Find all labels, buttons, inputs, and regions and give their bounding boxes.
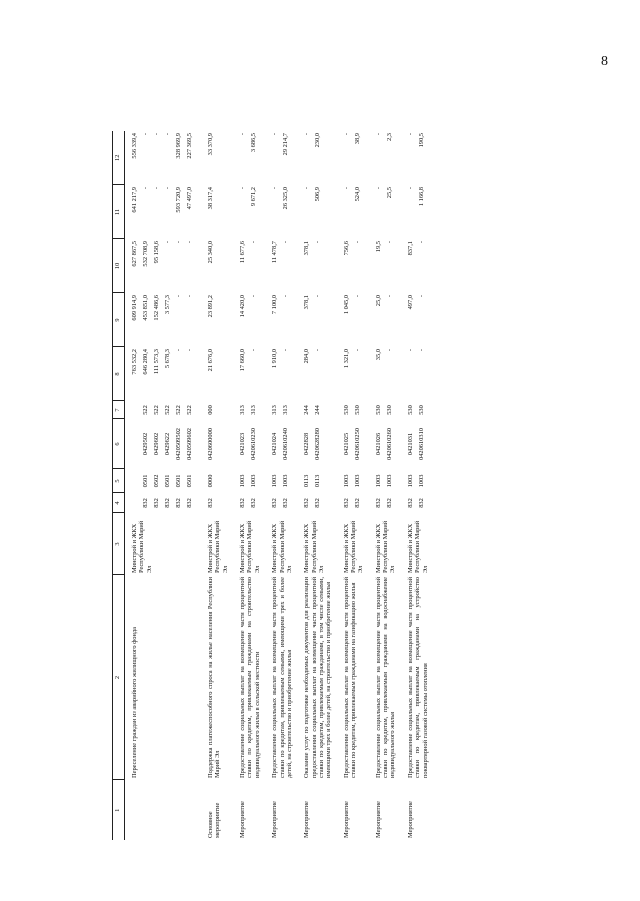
amount-cell [297, 185, 336, 239]
rotated-table-area [112, 60, 532, 840]
amount-cell [125, 239, 202, 293]
row-type-cell: Мероприятие [374, 801, 382, 838]
value-line: - [314, 349, 322, 352]
value-line: - [142, 187, 149, 190]
code-cell [265, 469, 297, 493]
value-line: 378,1 [303, 295, 311, 310]
value-line: 832 [142, 498, 149, 508]
value-line: 1 321,0 [342, 349, 350, 369]
code-cell [401, 419, 433, 469]
value-line: 0429622 [164, 432, 171, 456]
value-line: 609 914,9 [131, 295, 138, 321]
header-cell: 4 [113, 493, 125, 513]
code-cell [297, 469, 336, 493]
amount-cell [369, 347, 401, 401]
value-line: - [239, 133, 247, 136]
table-row [265, 60, 297, 840]
code-cell [265, 493, 297, 513]
value-line: 837,1 [406, 241, 414, 256]
value-line [131, 403, 142, 417]
value-line: 532 708,9 [142, 241, 149, 267]
code-cell [369, 493, 401, 513]
value-line: 832 [282, 498, 290, 508]
value-line: 530 [417, 405, 425, 415]
value-line: - [175, 241, 182, 244]
value-line: 244 [314, 405, 322, 415]
value-line: 646 280,4 [142, 349, 149, 375]
code-cell [125, 493, 202, 513]
amount-cell [337, 131, 369, 185]
value-line: 832 [153, 498, 160, 508]
code-cell [337, 469, 369, 493]
amount-cell [401, 239, 433, 293]
value-line: 0420610240 [282, 428, 290, 460]
header-cell: 2 [113, 575, 125, 780]
code-cell [297, 493, 336, 513]
row-name-cell: Предоставление социальных выплат на возмещение части процентной ставки по кредитам, привлекаемым гражданами на строительство индивидуального жилья в сельской местности [239, 577, 261, 778]
value-line: 227 369,5 [186, 133, 193, 159]
amount-cell [369, 239, 401, 293]
amount-cell [297, 347, 336, 401]
value-line: 111 573,3 [153, 349, 160, 375]
value-line [131, 62, 142, 129]
value-line: - [406, 187, 414, 190]
value-line: 284,0 [303, 349, 311, 364]
value-line: 1003 [385, 474, 393, 488]
amount-cell [233, 347, 265, 401]
value-line: - [186, 349, 193, 352]
row-name-cell: Предоставление социальных выплат на возмещение части процентной ставки по кредитам, привлекаемым гражданами на устройство поквартирной газовой системы отопления [406, 577, 429, 778]
value-line: - [164, 241, 171, 244]
value-line: - [282, 349, 290, 352]
value-line: 832 [175, 498, 182, 508]
value-line: 0429602 [153, 432, 160, 456]
amount-cell [401, 185, 433, 239]
amount-cell: 33 370,9 [207, 133, 214, 156]
value-line: 313 [239, 405, 247, 415]
value-line: 832 [353, 498, 361, 508]
value-line: - [385, 349, 393, 352]
amount-cell: 21 676,0 [207, 349, 214, 372]
amount-cell [369, 131, 401, 185]
value-line: 506,9 [314, 187, 322, 202]
code-cell [233, 419, 265, 469]
value-line: 0422828 [303, 432, 311, 456]
table-row [401, 60, 433, 840]
row-type-cell: Мероприятие [271, 801, 279, 838]
header-cell: 1 [113, 780, 125, 840]
value-line: - [186, 241, 193, 244]
value-line: 17 660,0 [239, 349, 247, 372]
header-cell: 11 [113, 185, 125, 239]
value-line: 763 532,2 [131, 349, 138, 375]
value-line: 832 [374, 498, 382, 508]
row-name-cell: Предоставление социальных выплат на возмещение части процентной ставки по кредитам, привлекаемым гражданами на газификацию жилья [342, 577, 358, 778]
value-line: - [417, 241, 425, 244]
value-line: 1003 [271, 474, 279, 488]
amount-cell [233, 131, 265, 185]
row-type-cell: Мероприятие [239, 801, 247, 838]
value-line: - [142, 133, 149, 136]
amount-cell [125, 347, 202, 401]
row-executor-cell: Минстрой и ЖКХ Республики Марий Эл [207, 520, 229, 573]
value-line: 524,0 [353, 187, 361, 202]
value-line: 0501 [175, 474, 182, 488]
value-line: - [175, 349, 182, 352]
code-cell [125, 469, 202, 493]
code-cell [233, 469, 265, 493]
code-cell: 0000 [207, 474, 214, 488]
page-number: 8 [601, 54, 608, 69]
value-line: 378,1 [303, 241, 311, 256]
amount-cell [125, 185, 202, 239]
value-line: - [282, 295, 290, 298]
value-line [175, 62, 186, 129]
row-type-cell: Мероприятие [342, 801, 350, 838]
value-line: - [271, 133, 279, 136]
value-line: 11 478,7 [271, 241, 279, 264]
amount-cell [233, 293, 265, 347]
code-cell: 832 [207, 498, 214, 508]
row-executor-cell: Минстрой и ЖКХ Республики Марий Эл [303, 520, 325, 573]
value-line: - [417, 295, 425, 298]
row-name-cell: Переселение граждан из аварийного жилищного фонда [131, 626, 138, 778]
value-line: 1003 [250, 474, 258, 488]
value-line: 0420610250 [353, 428, 361, 460]
value-line [142, 62, 153, 129]
row-executor-cell: Минстрой и ЖКХ Республики Марий Эл [374, 520, 397, 573]
amount-cell [265, 239, 297, 293]
code-cell [401, 469, 433, 493]
value-line: - [406, 349, 414, 352]
code-cell [265, 401, 297, 419]
amount-cell [369, 185, 401, 239]
budget-table [112, 60, 433, 840]
code-cell [233, 493, 265, 513]
value-line: 641 217,9 [131, 187, 138, 213]
header-cell: 12 [113, 131, 125, 185]
value-line: 627 867,5 [131, 241, 138, 267]
row-executor-cell: Минстрой и ЖКХ Республики Марий Эл [131, 520, 153, 573]
value-line: 832 [250, 498, 258, 508]
value-line: 1003 [406, 474, 414, 488]
value-line: 190,5 [417, 133, 425, 148]
value-line: 26 325,0 [282, 187, 290, 210]
value-line: 832 [385, 498, 393, 508]
value-line: 0501 [186, 474, 193, 488]
code-cell [369, 419, 401, 469]
value-line: 556 339,4 [131, 133, 138, 159]
value-line: 29 214,7 [282, 133, 290, 156]
value-line: 3 577,3 [164, 295, 171, 315]
value-line: 453 851,0 [142, 295, 149, 321]
value-line: - [153, 187, 160, 190]
value-line: 832 [342, 498, 350, 508]
value-line: 832 [303, 498, 311, 508]
code-cell [337, 493, 369, 513]
header-cell: 8 [113, 347, 125, 401]
value-line: 1003 [342, 474, 350, 488]
amount-cell [265, 347, 297, 401]
value-line: 530 [385, 405, 393, 415]
value-line: 0421031 [406, 432, 414, 456]
code-cell [233, 401, 265, 419]
amount-cell [297, 131, 336, 185]
code-cell: 0420600000 [207, 428, 214, 460]
amount-cell [337, 239, 369, 293]
value-line: 14 420,0 [239, 295, 247, 318]
value-line: 1 045,0 [342, 295, 350, 315]
value-line: 11 677,6 [239, 241, 247, 264]
value-line: 832 [314, 498, 322, 508]
value-line: - [353, 241, 361, 244]
value-line [186, 62, 197, 129]
value-line: 19,5 [374, 241, 382, 253]
row-executor-cell: Минстрой и ЖКХ Республики Марий Эл [406, 520, 429, 573]
value-line: 522 [186, 405, 193, 415]
header-cell: 5 [113, 469, 125, 493]
value-line: - [153, 133, 160, 136]
header-cell: 3 [113, 513, 125, 575]
value-line: 95 158,6 [153, 241, 160, 264]
value-line: 152 486,6 [153, 295, 160, 321]
value-line: - [374, 133, 382, 136]
value-line: 313 [271, 405, 279, 415]
row-name-cell: Поддержка платежеспособного спроса на жилье населения Республики Марий Эл [207, 577, 222, 778]
value-line [131, 495, 142, 511]
value-line: 0502 [153, 474, 160, 488]
value-line: - [385, 241, 393, 244]
value-line: - [186, 295, 193, 298]
value-line: 530 [406, 405, 414, 415]
value-line: - [417, 349, 425, 352]
amount-cell [369, 293, 401, 347]
row-name-cell: Оказание услуг по подготовке необходимых документов для реализации предоставления социальных выплат на возмещение части процентной ставки по кредитам, привлекаемым гражданами, в том числе семьями, имеющими трех и более детей, на строительство и приобретение жилья [303, 577, 333, 778]
value-line: 0113 [303, 474, 311, 488]
value-line: - [353, 349, 361, 352]
value-line: - [374, 187, 382, 190]
amount-cell: 25 340,0 [207, 241, 214, 264]
table-row [369, 60, 401, 840]
value-line [131, 471, 142, 491]
value-line: 38,9 [353, 133, 361, 145]
value-line [153, 62, 164, 129]
value-line: - [250, 295, 258, 298]
amount-cell [337, 293, 369, 347]
value-line: 756,6 [342, 241, 350, 256]
row-name-cell: Предоставление социальных выплат на возмещение части процентной ставки по кредитам, привлекаемым семьями, имеющими трех и более детей, на строительство и приобретение жилья [271, 577, 293, 778]
row-executor-cell: Минстрой и ЖКХ Республики Марий Эл [271, 520, 293, 573]
code-cell [337, 401, 369, 419]
row-type-cell: Основное мероприятие [207, 802, 222, 838]
value-line: 0420610230 [250, 428, 258, 460]
value-line: 522 [164, 405, 171, 415]
value-line: 1 166,8 [417, 187, 425, 207]
value-line: - [239, 187, 247, 190]
value-line: 1003 [239, 474, 247, 488]
value-line: 7 100,0 [271, 295, 279, 315]
value-line: 832 [417, 498, 425, 508]
value-line: 0429502 [142, 432, 149, 456]
value-line: - [342, 133, 350, 136]
header-row [113, 60, 125, 840]
amount-cell [401, 293, 433, 347]
amount-cell [337, 347, 369, 401]
row-executor-cell: Минстрой и ЖКХ Республики Марий Эл [342, 520, 365, 573]
value-line: 244 [303, 405, 311, 415]
code-cell [297, 419, 336, 469]
value-line: - [342, 187, 350, 190]
value-line: - [353, 295, 361, 298]
value-line: 313 [282, 405, 290, 415]
value-line [164, 62, 175, 129]
amount-cell [125, 131, 202, 185]
amount-cell [233, 239, 265, 293]
table-row [233, 60, 265, 840]
header-cell: 6 [113, 419, 125, 469]
value-line: - [271, 187, 279, 190]
value-line: 522 [175, 405, 182, 415]
value-line: 9 671,2 [250, 187, 258, 207]
value-line: 35,0 [374, 349, 382, 361]
value-line: 0420610310 [417, 428, 425, 460]
amount-cell [125, 293, 202, 347]
header-cell: 9 [113, 293, 125, 347]
value-line: 0113 [314, 474, 322, 488]
table-row [337, 60, 369, 840]
value-line: 0421024 [271, 432, 279, 456]
value-line: 2,3 [385, 133, 393, 141]
value-line: 530 [353, 405, 361, 415]
value-line: 0420610260 [385, 428, 393, 460]
amount-cell [401, 131, 433, 185]
value-line: - [250, 241, 258, 244]
value-line: 522 [142, 405, 149, 415]
value-line: 832 [271, 498, 279, 508]
value-line: 1003 [417, 474, 425, 488]
value-line: 230,0 [314, 133, 322, 148]
value-line: - [164, 187, 171, 190]
amount-cell [265, 185, 297, 239]
value-line: 530 [342, 405, 350, 415]
code-cell [125, 401, 202, 419]
value-line: 25,5 [385, 187, 393, 199]
value-line: 47 497,0 [186, 187, 193, 210]
value-line: 0421025 [342, 432, 350, 456]
value-line: 832 [164, 498, 171, 508]
amount-cell [125, 60, 202, 131]
code-cell [401, 493, 433, 513]
value-line: 25,0 [374, 295, 382, 307]
row-type-cell [125, 780, 202, 840]
value-line: 1003 [353, 474, 361, 488]
value-line: 0501 [164, 474, 171, 488]
amount-cell: 38 317,4 [207, 187, 214, 210]
value-line: 530 [374, 405, 382, 415]
value-line: - [314, 241, 322, 244]
value-line: 0501 [142, 474, 149, 488]
value-line: - [282, 241, 290, 244]
value-line: - [314, 295, 322, 298]
header-cell: 7 [113, 401, 125, 419]
value-line: 313 [250, 405, 258, 415]
row-type-cell: Мероприятие [406, 801, 414, 838]
value-line: 832 [186, 498, 193, 508]
table-row [125, 60, 202, 840]
code-cell [297, 401, 336, 419]
amount-cell [297, 293, 336, 347]
value-line: - [303, 133, 311, 136]
code-cell [265, 419, 297, 469]
value-line: 1003 [374, 474, 382, 488]
value-line: 0420509602 [186, 428, 193, 460]
code-cell [369, 401, 401, 419]
value-line: 1 910,0 [271, 349, 279, 369]
value-line: 522 [153, 405, 160, 415]
row-name-cell: Предоставление социальных выплат на возмещение части процентной ставки по кредитам, привлекаемым гражданами на водоснабжение индивидуального жилья [374, 577, 397, 778]
value-line: - [164, 133, 171, 136]
code-cell [369, 469, 401, 493]
code-cell [337, 419, 369, 469]
value-line: - [303, 187, 311, 190]
amount-cell [337, 185, 369, 239]
row-type-cell: Мероприятие [303, 801, 311, 838]
value-line: 0420509502 [175, 428, 182, 460]
row-executor-cell: Минстрой и ЖКХ Республики Марий Эл [239, 520, 261, 573]
value-line: 1003 [282, 474, 290, 488]
amount-cell: 23 891,2 [207, 295, 214, 318]
value-line: - [385, 295, 393, 298]
value-line: 497,0 [406, 295, 414, 310]
amount-cell [401, 347, 433, 401]
value-line: - [250, 349, 258, 352]
value-line: 832 [406, 498, 414, 508]
value-line: 0421023 [239, 432, 247, 456]
header-cell: 10 [113, 239, 125, 293]
code-cell: 000 [207, 405, 214, 415]
amount-cell [297, 239, 336, 293]
value-line: 5 678,3 [164, 349, 171, 369]
value-line: 0421026 [374, 432, 382, 456]
amount-cell [265, 131, 297, 185]
table-row [297, 60, 336, 840]
value-line: - [175, 295, 182, 298]
value-line: - [406, 133, 414, 136]
code-cell [125, 419, 202, 469]
code-cell [401, 401, 433, 419]
value-line: 0420628280 [314, 428, 322, 460]
table-row [201, 60, 233, 840]
value-line: 3 686,5 [250, 133, 258, 153]
value-line: 328 969,9 [175, 133, 182, 159]
amount-cell [233, 185, 265, 239]
amount-cell [265, 293, 297, 347]
value-line: 593 720,9 [175, 187, 182, 213]
value-line [131, 421, 142, 467]
value-line: 832 [239, 498, 247, 508]
